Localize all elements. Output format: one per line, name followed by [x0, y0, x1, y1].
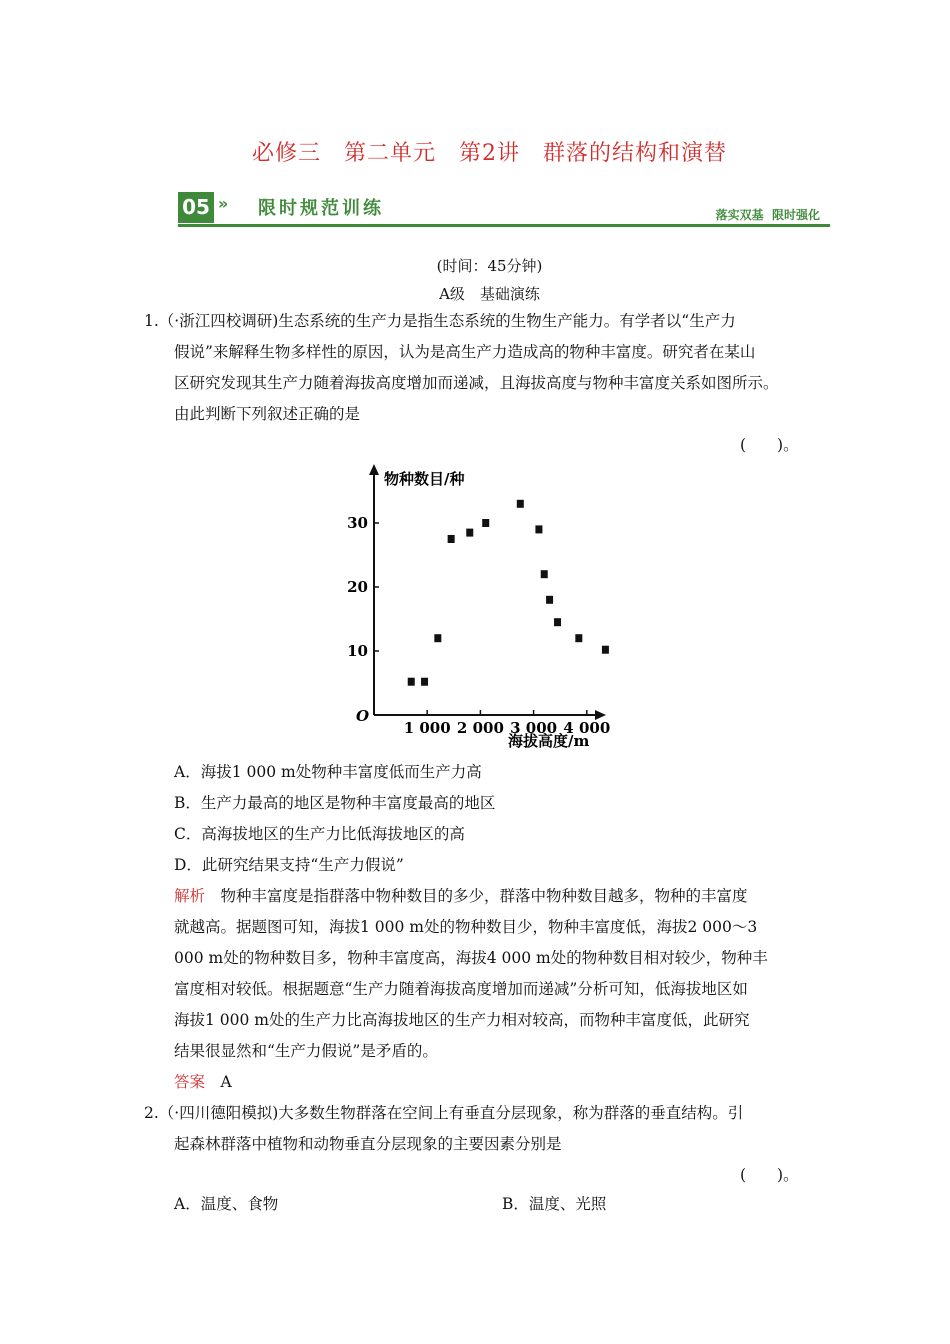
y-axis-arrow — [369, 464, 379, 475]
analysis-line-5: 海拔1 000 m处的生产力比高海拔地区的生产力相对较高，而物种丰富度低，此研究 — [174, 1011, 750, 1029]
q1-option-a: A．海拔1 000 m处物种丰富度低而生产力高 — [174, 763, 482, 781]
q2-line-2: 起森林群落中植物和动物垂直分层现象的主要因素分别是 — [174, 1135, 562, 1153]
time-note: (时间：45分钟) — [436, 257, 543, 275]
page-title: 必修三 第二单元 第2讲 群落的结构和演替 — [252, 141, 727, 166]
x-axis-label: 海拔高度/m — [508, 732, 590, 750]
data-point — [546, 596, 553, 604]
x-tick-label: 4 000 — [563, 719, 611, 737]
data-point — [482, 519, 489, 527]
origin-label: O — [356, 707, 370, 725]
data-point — [535, 525, 542, 533]
q1-option-b: B．生产力最高的地区是物种丰富度最高的地区 — [174, 794, 496, 812]
y-axis-label: 物种数目/种 — [384, 470, 465, 488]
data-point — [602, 646, 609, 654]
answer-line — [174, 1070, 232, 1092]
answer-label: 答案 — [174, 1073, 206, 1091]
x-tick-label: 2 000 — [456, 719, 504, 737]
data-point — [434, 634, 441, 642]
q2-option-a: A．温度、食物 — [174, 1195, 279, 1213]
y-tick-label: 20 — [347, 578, 368, 596]
q2-line-1: 2.（·四川德阳模拟)大多数生物群落在空间上有垂直分层现象，称为群落的垂直结构。引 — [144, 1104, 744, 1122]
data-point — [541, 570, 548, 578]
analysis-line-4: 富度相对较低。根据题意“生产力随着海拔高度增加而递减”分析可知，低海拔地区如 — [174, 980, 748, 998]
section-number-badge: 05 — [178, 192, 214, 223]
x-tick-label: 1 000 — [403, 719, 451, 737]
section-banner — [178, 190, 830, 230]
analysis-label: 解析 — [174, 887, 206, 905]
data-point — [408, 678, 415, 686]
analysis-line-6: 结果很显然和“生产力假说”是矛盾的。 — [174, 1042, 438, 1060]
analysis-text-1: 物种丰富度是指群落中物种数目的多少，群落中物种数目越多，物种的丰富度 — [205, 887, 748, 905]
answer-value: A — [220, 1073, 232, 1091]
q1-option-d: D．此研究结果支持“生产力假说” — [174, 856, 404, 874]
x-tick-label: 3 000 — [510, 719, 558, 737]
q1-answer-blank: ( )。 — [740, 436, 799, 454]
q2-option-b: B．温度、光照 — [502, 1195, 607, 1213]
data-point — [517, 500, 524, 508]
section-slogan: 落实双基 限时强化 — [715, 208, 820, 222]
q1-option-c: C．高海拔地区的生产力比低海拔地区的高 — [174, 825, 465, 843]
level-heading: A级 基础演练 — [439, 285, 540, 303]
q2-answer-blank: ( )。 — [740, 1166, 799, 1184]
analysis-line-1 — [174, 884, 748, 906]
q1-line-1: 1.（·浙江四校调研)生态系统的生产力是指生态系统的生物生产能力。有学者以“生产力 — [144, 312, 736, 330]
q1-line-4: 由此判断下列叙述正确的是 — [174, 405, 361, 423]
data-point — [466, 529, 473, 537]
data-point — [448, 535, 455, 543]
y-tick-label: 30 — [347, 514, 368, 532]
section-divider — [178, 224, 830, 227]
analysis-line-3: 000 m处的物种数目多，物种丰富度高，海拔4 000 m处的物种数目相对较少，物种丰 — [174, 949, 768, 967]
data-point — [554, 618, 561, 626]
altitude-species-chart — [330, 458, 630, 758]
q1-line-2: 假说”来解释生物多样性的原因，认为是高生产力造成高的物种丰富度。研究者在某山 — [174, 343, 756, 361]
data-point — [421, 678, 428, 686]
double-chevron-icon: » — [218, 194, 229, 213]
analysis-line-2: 就越高。据题图可知，海拔1 000 m处的物种数目少，物种丰富度低，海拔2 000～3 — [174, 918, 758, 936]
y-tick-label: 10 — [347, 642, 368, 660]
section-title: 限时规范训练 — [258, 198, 384, 219]
data-point — [575, 634, 582, 642]
q1-line-3: 区研究发现其生产力随着海拔高度增加而递减，且海拔高度与物种丰富度关系如图所示。 — [174, 374, 779, 392]
